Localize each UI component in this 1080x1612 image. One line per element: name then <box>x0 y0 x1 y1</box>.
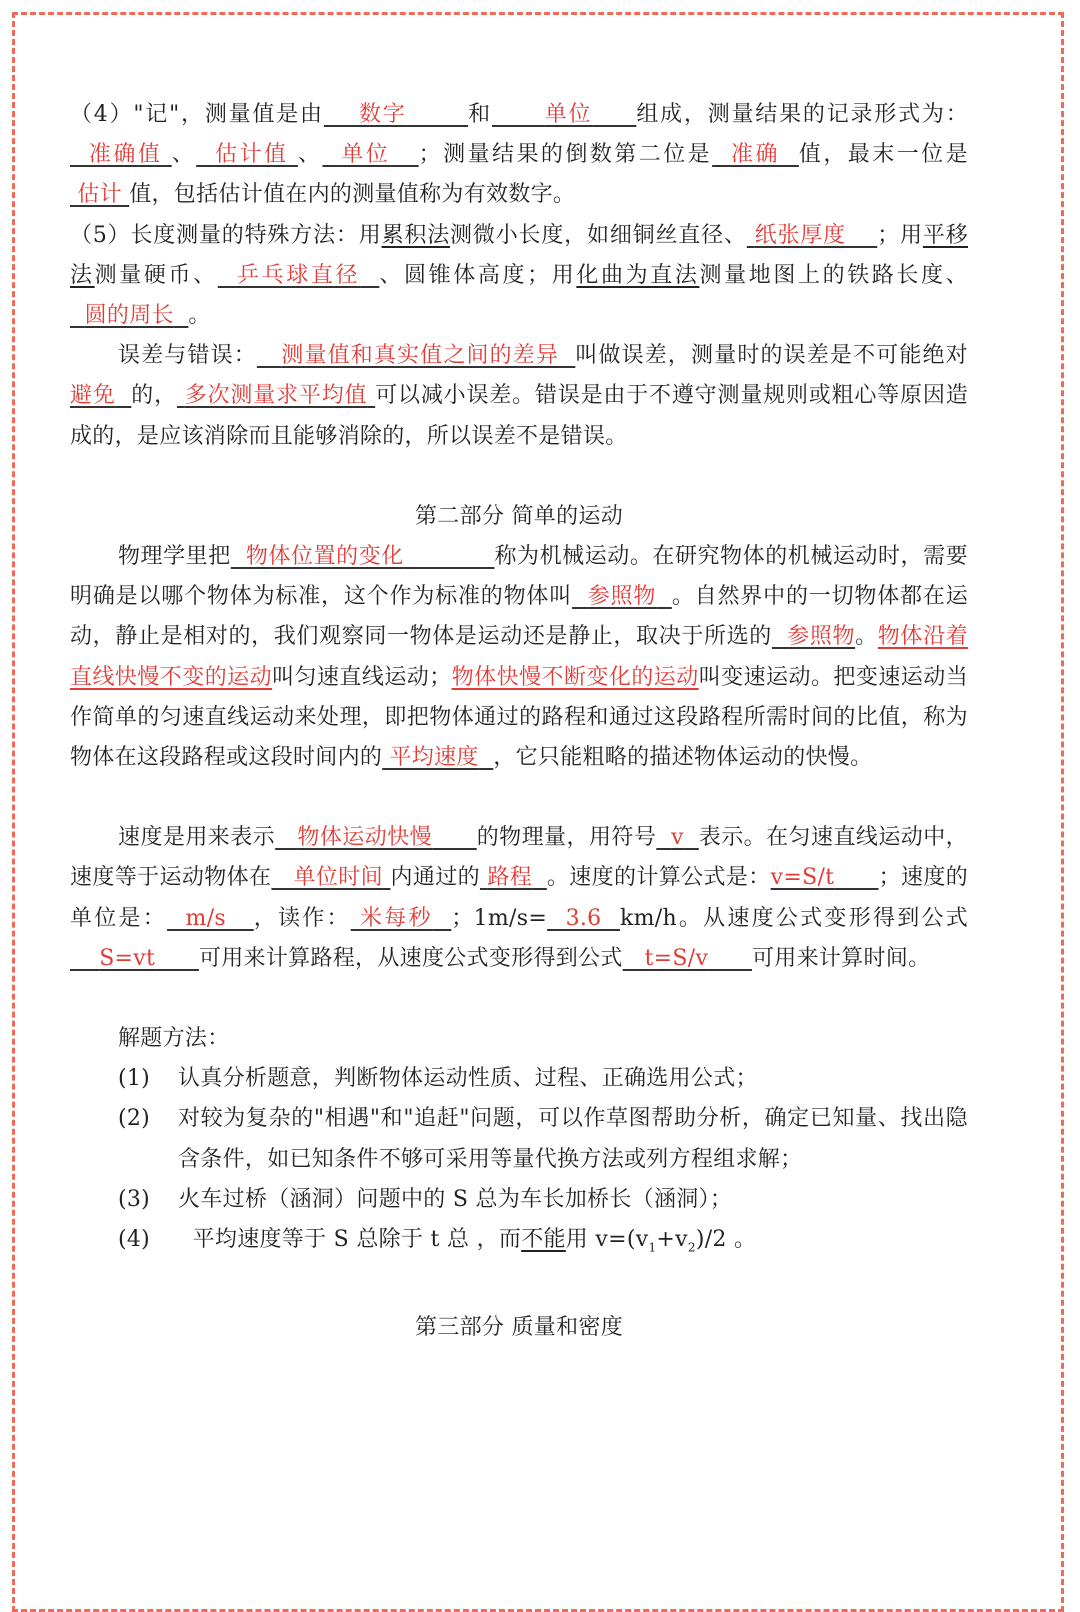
term-underlined: 累积法 <box>381 222 451 248</box>
answer-underlined: 物体快慢不断变化的运动 <box>451 664 699 690</box>
answer-blank: m/s <box>185 905 226 931</box>
answer-blank: 参照物 <box>787 624 856 650</box>
section-title: 第二部分 简单的运动 <box>415 503 623 529</box>
list-item: (4) 平均速度等于 S 总除于 t 总 ，而不能用 $v=(v_1+v_2)/2$ 。 <box>118 1227 757 1255</box>
answer-blank: v <box>671 825 684 851</box>
answer-underlined: 物体沿着直线快慢不变的运动 <box>70 624 969 690</box>
term-underlined: 平移法 <box>70 222 969 288</box>
answer-blank: v=S/t <box>770 865 835 891</box>
answer-blank: 物体位置的变化 <box>245 544 404 570</box>
list-item: (3) 火车过桥（涵洞）问题中的 S 总为车长加桥长（涵洞）； <box>118 1186 733 1212</box>
answer-blank: 准确 <box>731 142 780 168</box>
answer-blank: 乒乓球直径 <box>236 262 361 288</box>
answer-blank: 圆的周长 <box>84 303 174 329</box>
document-body <box>70 95 968 1348</box>
paragraph-speed: 速度是用来表示 物体运动快慢 的物理量，用符号 v 表示。在匀速直线运动中，速度等于运动物体在 单位时间 内通过的 路程 。速度的计算公式是：v=S/t ；速度的单位是： m/s ，读作： 米每秒 ；1m/s= 3.6 km/h。从速度公式变形得到公式 S=vt 可用来计算路程，从速度公式变形得到公式 t=S/v 可用来计算时间。 <box>70 825 969 971</box>
answer-blank: 参照物 <box>587 584 657 610</box>
paragraph-record: （4）"记"，测量值是由 数字 和 单位 组成，测量结果的记录形式为： 准确值 、 估计值 、 单位 ；测量结果的倒数第二位是 准确 值，最末一位是 估计 值，包括估计值在内的测量值称为有效数字。 <box>70 102 968 208</box>
answer-blank: 米每秒 <box>360 905 433 931</box>
answer-blank: 3.6 <box>565 905 602 931</box>
answer-blank: 路程 <box>487 865 533 891</box>
answer-blank: 平均速度 <box>389 745 479 771</box>
list-item: (2) 对较为复杂的"相遇"和"追赶"问题，可以作草图帮助分析，确定已知量、找出隐含条件，如已知条件不够可采用等量代换方法或列方程组求解； <box>118 1106 968 1172</box>
answer-blank: S=vt <box>99 945 156 971</box>
methods-heading: 解题方法： <box>118 1026 230 1052</box>
paragraph-motion: 物理学里把 物体位置的变化 称为机械运动。在研究物体的机械运动时，需要明确是以哪个物体为标准，这个作为标准的物体叫 参照物 。自然界中的一切物体都在运动，静止是相对的，我们观察同一物体是运动还是静止，取决于所选的 参照物。物体沿着直线快慢不变的运动叫匀速直线运动；物体快慢不断变化的运动叫变速运动。把变速运动当作简单的匀速直线运动来处理，即把物体通过的路程和通过这段路程所需时间的比值，称为物体在这段路程或这段时间内的 平均速度 ，它只能粗略的描述物体运动的快慢。 <box>70 544 969 771</box>
answer-blank: 估计值 <box>215 142 289 168</box>
answer-blank: 物体运动快慢 <box>297 825 433 851</box>
answer-blank: 单位时间 <box>293 865 384 891</box>
answer-blank: 避免 <box>70 383 116 409</box>
paragraph-length-methods: （5）长度测量的特殊方法：用累积法测微小长度，如细铜丝直径、 纸张厚度 ；用平移法测量硬币、 乒乓球直径 、圆锥体高度；用化曲为直法测量地图上的铁路长度、 圆的周长 。 <box>70 222 969 329</box>
answer-blank: 多次测量求平均值 <box>184 383 368 409</box>
section-title: 第三部分 质量和密度 <box>415 1314 623 1340</box>
answer-blank: t=S/v <box>644 945 709 971</box>
answer-blank: 准确值 <box>88 142 163 168</box>
answer-blank: 数字 <box>359 102 407 127</box>
term-underlined: 化曲为直法 <box>576 262 700 288</box>
answer-blank: 纸张厚度 <box>754 222 846 248</box>
paragraph-error: 误差与错误： 测量值和真实值之间的差异 叫做误差，测量时的误差是不可能绝对避免 的， 多次测量求平均值 可以减小误差。错误是由于不遵守测量规则或粗心等原因造成的，是应该消除而且能够消除的，所以误差不是错误。 <box>70 343 969 449</box>
methods-list <box>70 1059 968 1267</box>
list-item: (1) 认真分析题意，判断物体运动性质、过程、正确选用公式； <box>118 1066 758 1092</box>
answer-blank: 估计 <box>77 182 122 208</box>
answer-blank: 测量值和真实值之间的差异 <box>281 343 560 369</box>
answer-blank: 单位 <box>341 142 391 168</box>
answer-blank: 单位 <box>544 102 593 127</box>
